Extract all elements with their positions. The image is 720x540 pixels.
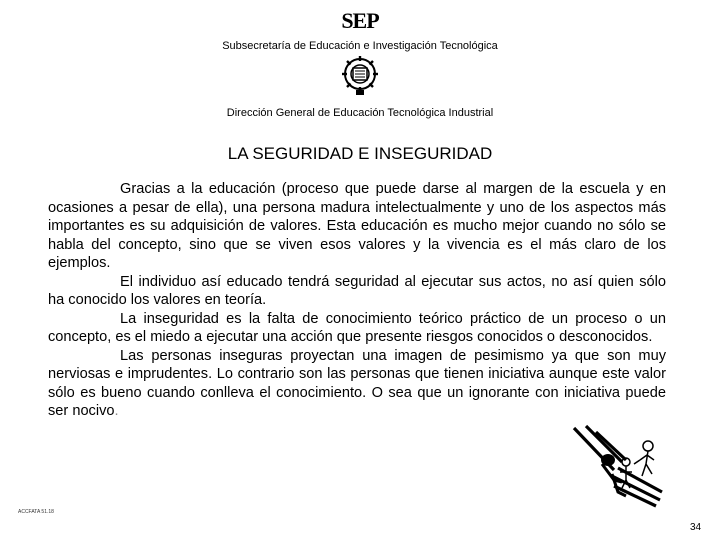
- paragraph-individuo: [48, 273, 666, 310]
- document-title: LA SEGURIDAD E INSEGURIDAD: [227, 144, 493, 163]
- paragraph-educacion: [48, 180, 666, 273]
- paragraph-inseguridad: [48, 310, 666, 347]
- sep-logo: SEP: [341, 8, 379, 33]
- people-walking-illustration: [556, 424, 668, 508]
- paragraph-text: Gracias a la educación (proceso que puede darse al margen de la escuela y en ocasiones a pesar de ella), una persona madura intelectualmente y uno de los aspectos más importantes es su adquisición de valores. Esta educación es mucho mejor cuando no sólo se habla del concepto, sino que se viven esos valores y la vivencia es el más claro de los ejemplos.: [48, 181, 666, 271]
- footer-code: ACCFATA 51.18: [18, 509, 54, 515]
- body-text: [48, 180, 666, 421]
- direccion-heading: Dirección General de Educación Tecnológica Industrial: [226, 107, 494, 119]
- page-number: 34: [690, 522, 702, 533]
- paragraph-text: El individuo así educado tendrá seguridad al ejecutar sus actos, no así quien sólo ha conocido los valores en teoría.: [48, 273, 666, 308]
- paragraph-text: Las personas inseguras proyectan una imagen de pesimismo ya que son muy nerviosas e imprudentes. Lo contrario son las personas que tienen iniciativa aunque este valor sólo es bueno cuando conlleva el conocimiento. O sea que un ignorante con iniciativa puede ser nocivo: [48, 347, 666, 419]
- final-period: .: [114, 403, 119, 419]
- dgeti-emblem-icon: [340, 54, 380, 96]
- subsecretaria-heading: Subsecretaría de Educación e Investigación Tecnológica: [222, 40, 498, 52]
- paragraph-personas-inseguras: [48, 347, 666, 421]
- paragraph-text: La inseguridad es la falta de conocimiento teórico práctico de un proceso o un concepto, es el miedo a ejecutar una acción que presente riesgos conocidos o desconocidos.: [48, 310, 666, 345]
